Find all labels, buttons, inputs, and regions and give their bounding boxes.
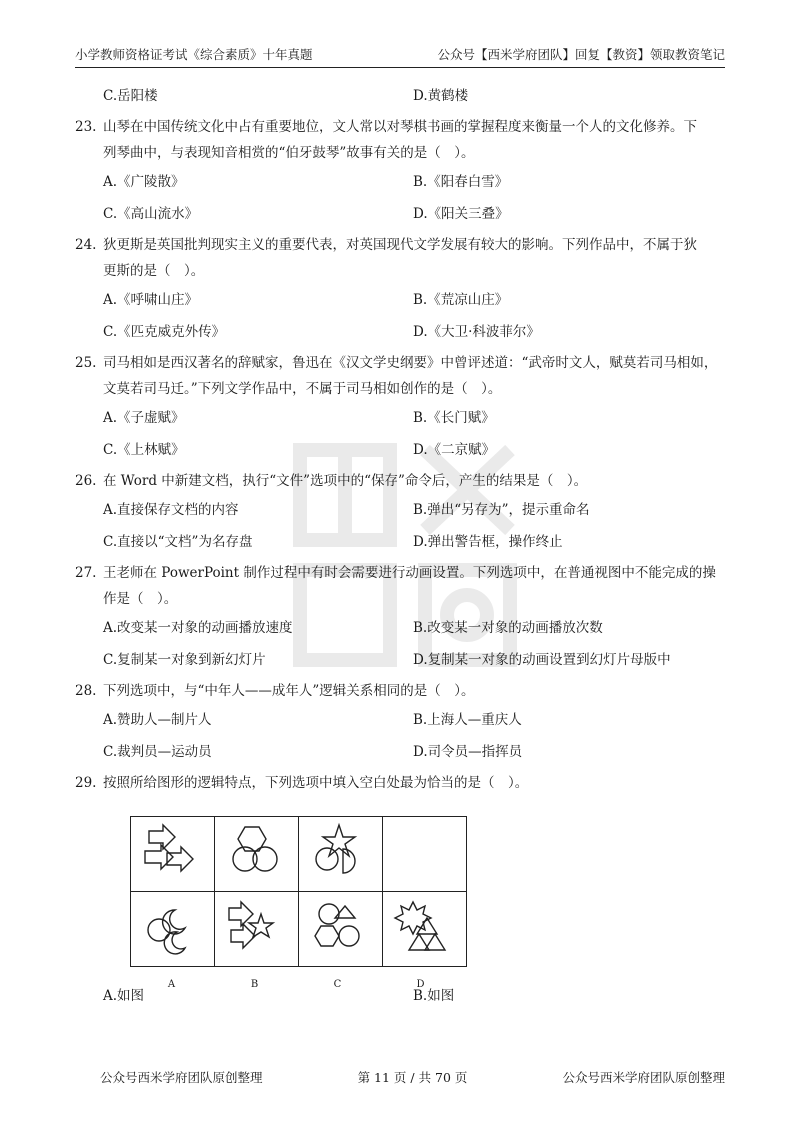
question-number: 23. [75, 119, 97, 135]
footer-right-text: 公众号西米学府团队原创整理 [562, 1070, 725, 1085]
question-number: 27. [75, 565, 97, 581]
option-a: A.赞助人—制片人 [103, 712, 212, 728]
hexagon-circles-figure [215, 817, 298, 885]
option-d: D.司令员—指挥员 [413, 744, 523, 760]
option-b: B.如图 [413, 988, 455, 1004]
prev-question-options [75, 80, 725, 112]
option-c: C.裁判员—运动员 [103, 744, 212, 760]
question-text: 在 Word 中新建文档，执行“文件”选项中的“保存”命令后，产生的结果是（ ）。 [103, 473, 588, 489]
question-number: 24. [75, 237, 97, 253]
figure-label-c: C [333, 979, 342, 990]
option-d: D.复制某一对象的动画设置到幻灯片母版中 [413, 652, 671, 668]
figure-option-b [215, 892, 299, 967]
option-c: C.《匹克威克外传》 [103, 324, 226, 340]
circle-crescent-figure [131, 892, 214, 960]
option-d: D.《二京赋》 [413, 442, 496, 458]
option-b: B.《荒凉山庄》 [413, 292, 509, 308]
figure-cell-empty [383, 817, 467, 892]
option-a: A.《子虚赋》 [103, 410, 185, 426]
question-text: 王老师在 PowerPoint 制作过程中有时会需要进行动画设置。下列选项中，在普通视图中不能完成的操 [103, 565, 716, 581]
option-b: B.《长门赋》 [413, 410, 495, 426]
question-number: 29. [75, 775, 97, 791]
option-c: C.直接以“文档”为名存盘 [103, 534, 253, 550]
question-text: 山琴在中国传统文化中占有重要地位，文人常以对琴棋书画的掌握程度来衡量一个人的文化修养。下 [103, 119, 697, 135]
option-c: C.岳阳楼 [103, 88, 158, 104]
page-footer [100, 1068, 725, 1086]
arrows-shapes-figure [131, 817, 214, 885]
figure-option-a [131, 892, 215, 967]
question-text: 按照所给图形的逻辑特点，下列选项中填入空白处最为恰当的是（ ）。 [103, 775, 529, 791]
question-number: 25. [75, 355, 97, 371]
question-26 [75, 468, 725, 558]
option-c: C.复制某一对象到新幻灯片 [103, 652, 266, 668]
option-b: B.《阳春白雪》 [413, 174, 509, 190]
figure-label-d: D [416, 979, 425, 990]
figure-reasoning-grid [130, 816, 465, 990]
question-27 [75, 560, 725, 676]
page-number: 第 11 页 / 共 70 页 [357, 1070, 468, 1085]
option-a: A.改变某一对象的动画播放速度 [103, 620, 293, 636]
question-number: 28. [75, 683, 97, 699]
figure-table [130, 816, 467, 967]
figure-labels [130, 975, 465, 995]
option-a: A.《广陵散》 [103, 174, 185, 190]
option-a: A.直接保存文档的内容 [103, 502, 239, 518]
figure-label-a: A [167, 979, 176, 990]
question-text: 下列选项中，与“中年人——成年人”逻辑关系相同的是（ ）。 [103, 683, 475, 699]
option-c: C.《高山流水》 [103, 206, 199, 222]
question-number: 26. [75, 473, 97, 489]
question-text: 更斯的是（ ）。 [103, 263, 205, 279]
question-23 [75, 114, 725, 230]
option-b: B.上海人—重庆人 [413, 712, 522, 728]
option-d: D.《阳关三叠》 [413, 206, 509, 222]
figure-cell-2 [215, 817, 299, 892]
circles-hexagon-figure [299, 892, 382, 960]
option-d: D.《大卫·科波菲尔》 [413, 324, 540, 340]
option-c: C.《上林赋》 [103, 442, 185, 458]
burst-triangles-figure [383, 892, 466, 960]
question-text: 文莫若司马迁。”下列文学作品中，不属于司马相如创作的是（ ）。 [103, 381, 502, 397]
question-text: 狄更斯是英国批判现实主义的重要代表，对英国现代文学发展有较大的影响。下列作品中，不属于狄 [103, 237, 697, 253]
option-d: D.黄鹤楼 [413, 88, 469, 104]
page-header [75, 44, 725, 68]
option-b: B.弹出“另存为”，提示重命名 [413, 502, 590, 518]
header-right-text: 公众号【西米学府团队】回复【教资】领取教资笔记 [437, 47, 725, 62]
question-text: 司马相如是西汉著名的辞赋家，鲁迅在《汉文学史纲要》中曾评述道：“武帝时文人，赋莫若司马相如， [103, 355, 718, 371]
figure-cell-1 [131, 817, 215, 892]
page-content [75, 80, 725, 1012]
option-b: B.改变某一对象的动画播放次数 [413, 620, 603, 636]
figure-option-c [299, 892, 383, 967]
question-29 [75, 770, 725, 796]
option-a: A.如图 [103, 988, 145, 1004]
option-a: A.《呼啸山庄》 [103, 292, 199, 308]
figure-label-b: B [250, 979, 259, 990]
header-left-text: 小学教师资格证考试《综合素质》十年真题 [75, 47, 313, 62]
figure-cell-3 [299, 817, 383, 892]
arrow-star-figure [215, 892, 298, 960]
question-text: 作是（ ）。 [103, 591, 178, 607]
question-25 [75, 350, 725, 466]
option-d: D.弹出警告框，操作终止 [413, 534, 563, 550]
question-text: 列琴曲中，与表现知音相赏的“伯牙鼓琴”故事有关的是（ ）。 [103, 145, 475, 161]
question-24 [75, 232, 725, 348]
figure-option-d [383, 892, 467, 967]
footer-left-text: 公众号西米学府团队原创整理 [100, 1070, 263, 1085]
star-shapes-figure [299, 817, 382, 885]
question-28 [75, 678, 725, 768]
